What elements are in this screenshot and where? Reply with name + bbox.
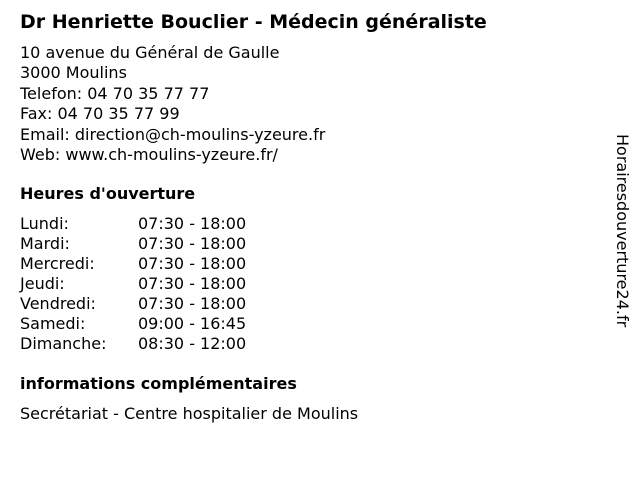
site-watermark-text: Horairesdouverture24.fr: [613, 134, 632, 328]
email-address: Email: direction@ch-moulins-yzeure.fr: [20, 124, 326, 144]
time-range: 08:30 - 12:00: [138, 334, 247, 353]
hours-table: [20, 214, 280, 354]
day-label: Vendredi:: [20, 294, 96, 313]
hours-row-saturday: [20, 314, 280, 334]
page-title: Dr Henriette Bouclier - Médecin généraliste: [20, 11, 487, 33]
day-label: Samedi:: [20, 314, 86, 333]
website: Web: www.ch-moulins-yzeure.fr/: [20, 144, 278, 164]
day-label: Lundi:: [20, 214, 69, 233]
hours-row-monday: [20, 214, 280, 234]
time-range: 07:30 - 18:00: [138, 254, 247, 273]
hours-heading: Heures d'ouverture: [20, 184, 196, 203]
site-watermark: [612, 134, 632, 374]
hours-row-sunday: [20, 334, 280, 354]
street-address: 10 avenue du Général de Gaulle: [20, 43, 280, 62]
info-text: Secrétariat - Centre hospitalier de Moulins: [20, 404, 359, 423]
time-range: 07:30 - 18:00: [138, 294, 247, 313]
time-range: 07:30 - 18:00: [138, 214, 247, 233]
hours-row-tuesday: [20, 234, 280, 254]
time-range: 07:30 - 18:00: [138, 234, 247, 253]
hours-row-thursday: [20, 274, 280, 294]
contact-block: [20, 43, 325, 165]
hours-row-friday: [20, 294, 280, 314]
city: 3000 Moulins: [20, 63, 127, 83]
day-label: Mardi:: [20, 234, 70, 253]
day-label: Dimanche:: [20, 334, 107, 353]
info-heading: informations complémentaires: [20, 374, 297, 393]
time-range: 09:00 - 16:45: [138, 314, 247, 333]
time-range: 07:30 - 18:00: [138, 274, 247, 293]
fax-number: Fax: 04 70 35 77 99: [20, 104, 180, 124]
day-label: Jeudi:: [20, 274, 65, 293]
day-label: Mercredi:: [20, 254, 95, 273]
phone-number: Telefon: 04 70 35 77 77: [20, 83, 210, 103]
hours-row-wednesday: [20, 254, 280, 274]
